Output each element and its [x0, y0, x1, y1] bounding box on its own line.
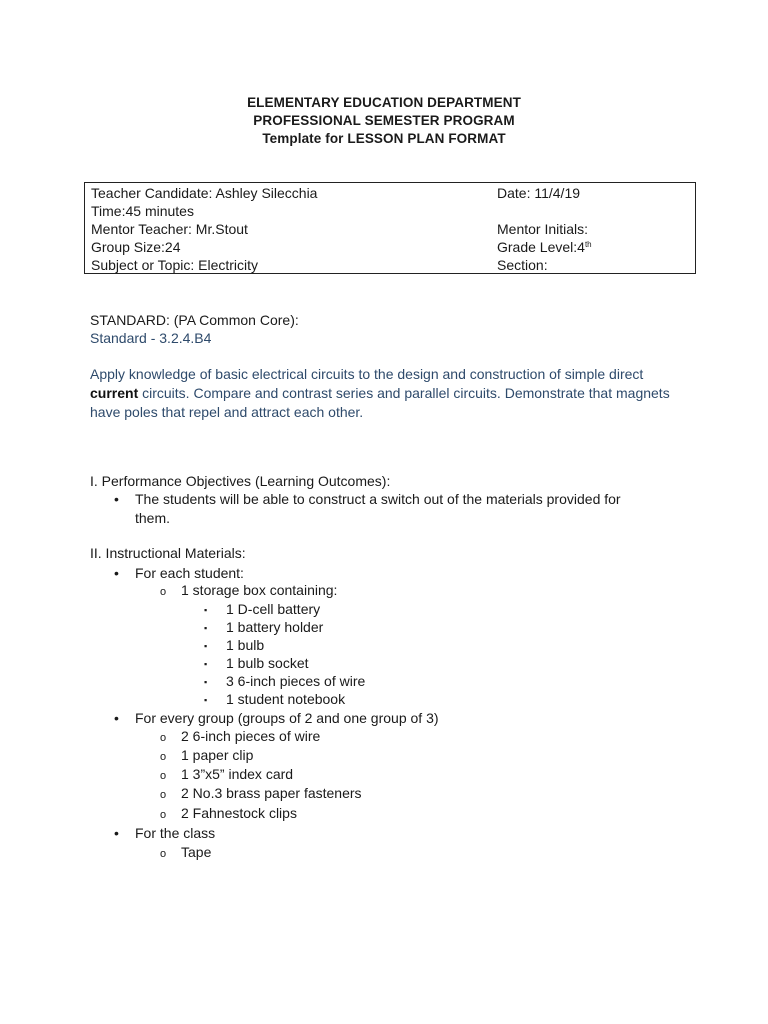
- list-item: Tape: [181, 844, 212, 860]
- list-item: For every group (groups of 2 and one group of 3): [135, 710, 439, 726]
- circle-bullet-icon: o: [160, 751, 167, 763]
- lesson-info-box: [84, 182, 696, 274]
- list-item: 1 bulb socket: [226, 655, 309, 671]
- list-item: 2 Fahnestock clips: [181, 805, 297, 821]
- square-bullet-icon: ▪: [204, 605, 208, 615]
- standard-reference: Standard - 3.2.4.B4: [90, 330, 212, 346]
- template-title: Template for LESSON PLAN FORMAT: [262, 131, 506, 146]
- bullet-icon: •: [114, 565, 119, 581]
- materials-title: II. Instructional Materials:: [90, 545, 246, 561]
- list-item: 1 D-cell battery: [226, 601, 321, 617]
- grade-level-text: Grade Level:4: [497, 239, 585, 255]
- objective-item-line2: them.: [135, 510, 171, 526]
- square-bullet-icon: ▪: [204, 677, 208, 687]
- program-title: PROFESSIONAL SEMESTER PROGRAM: [253, 113, 515, 128]
- list-item: 2 No.3 brass paper fasteners: [181, 785, 362, 801]
- department-title: ELEMENTARY EDUCATION DEPARTMENT: [247, 95, 521, 110]
- lesson-date: Date: 11/4/19: [497, 185, 581, 201]
- list-item: 1 bulb: [226, 637, 265, 653]
- list-item: 1 student notebook: [226, 691, 346, 707]
- list-item: 1 3”x5” index card: [181, 766, 294, 782]
- section-field: Section:: [497, 257, 548, 273]
- list-item: 1 battery holder: [226, 619, 324, 635]
- list-item: For the class: [135, 825, 216, 841]
- objective-item-line1: The students will be able to construct a switch out of the materials provided for: [135, 491, 621, 507]
- square-bullet-icon: ▪: [204, 641, 208, 651]
- list-item: 1 storage box containing:: [181, 582, 338, 598]
- bullet-icon: •: [114, 710, 119, 726]
- square-bullet-icon: ▪: [204, 623, 208, 633]
- grade-level: [497, 238, 592, 256]
- circle-bullet-icon: o: [160, 809, 167, 821]
- list-item: 3 6-inch pieces of wire: [226, 673, 366, 689]
- square-bullet-icon: ▪: [204, 695, 208, 705]
- standard-text-start: Apply knowledge of basic electrical circuits to the design and construction of simple direct: [90, 366, 644, 382]
- standard-text-end: circuits. Compare and contrast series and parallel circuits. Demonstrate that magnets have poles that repel and attract each other.: [90, 385, 670, 420]
- subject-topic: Subject or Topic: Electricity: [91, 257, 259, 273]
- bullet-icon: •: [114, 825, 119, 841]
- mentor-teacher: Mentor Teacher: Mr.Stout: [91, 221, 248, 237]
- grade-level-suffix: th: [584, 240, 592, 249]
- standard-title: STANDARD: (PA Common Core):: [90, 312, 299, 328]
- standard-description: [90, 365, 690, 422]
- teacher-candidate: Teacher Candidate: Ashley Silecchia: [91, 185, 318, 201]
- group-size: Group Size:24: [91, 239, 181, 255]
- lesson-time: Time:45 minutes: [91, 203, 194, 219]
- list-item: 2 6-inch pieces of wire: [181, 728, 321, 744]
- mentor-initials: Mentor Initials:: [497, 221, 589, 237]
- bullet-icon: •: [114, 491, 119, 507]
- circle-bullet-icon: o: [160, 770, 167, 782]
- standard-text-bold: current: [90, 385, 139, 401]
- circle-bullet-icon: o: [160, 586, 167, 598]
- circle-bullet-icon: o: [160, 789, 167, 801]
- objectives-title: I. Performance Objectives (Learning Outcomes):: [90, 473, 391, 489]
- circle-bullet-icon: o: [160, 848, 167, 860]
- list-item: For each student:: [135, 565, 244, 581]
- document-header: [0, 94, 768, 148]
- square-bullet-icon: ▪: [204, 659, 208, 669]
- list-item: 1 paper clip: [181, 747, 254, 763]
- circle-bullet-icon: o: [160, 732, 167, 744]
